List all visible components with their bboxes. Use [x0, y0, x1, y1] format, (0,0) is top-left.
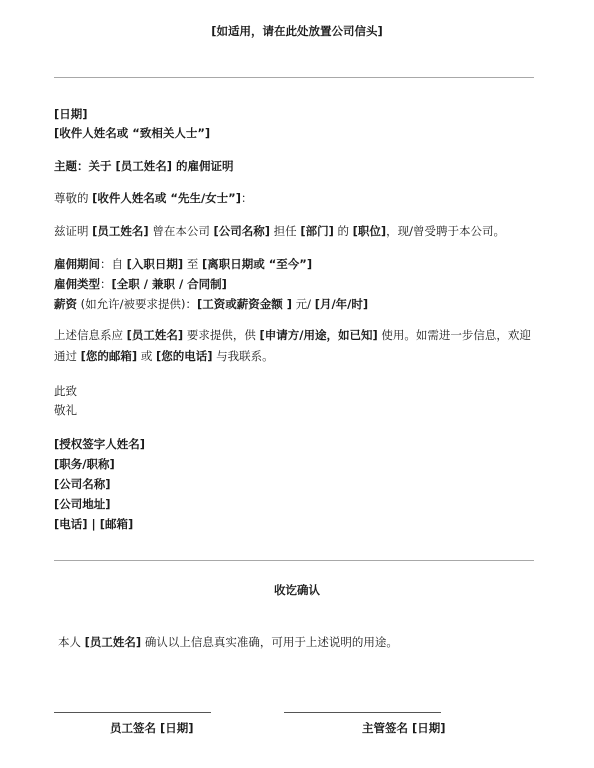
purpose-employee: [员工姓名] — [126, 328, 184, 342]
closing-line-2: 敬礼 — [54, 403, 77, 417]
supervisor-signature-label: 主管签名 [日期] — [362, 721, 446, 735]
letterhead-placeholder: [如适用，请在此处放置公司信头] — [211, 24, 383, 38]
greeting-suffix: ： — [241, 191, 253, 205]
salary-amount: [工资或薪资金额 ] — [197, 297, 293, 311]
purpose-text: 与我联系。 — [212, 349, 274, 363]
employment-type-line — [54, 276, 227, 292]
intro-paragraph — [54, 223, 505, 239]
intro-text: 曾在本公司 — [148, 224, 214, 238]
signatory-contact: [电话] | [邮箱] — [54, 517, 134, 531]
purpose-text: 上述信息系应 — [54, 328, 127, 342]
date-line: [日期] — [54, 107, 88, 121]
acknowledgement-body — [58, 634, 398, 650]
closing-line-1: 此致 — [54, 384, 77, 398]
greeting-prefix: 尊敬的 — [54, 191, 93, 205]
period-start: [入职日期] — [126, 257, 184, 271]
intro-company: [公司名称] — [213, 224, 270, 238]
signatory-company: [公司名称] — [54, 477, 111, 491]
purpose-phone: [您的电话] — [155, 349, 213, 363]
subject-line: 主题：关于 [员工姓名] 的雇佣证明 — [54, 159, 234, 173]
salary-unit: [月/年/时] — [314, 297, 369, 311]
period-text: 至 — [183, 257, 202, 271]
salary-line — [54, 296, 368, 312]
signatory-address: [公司地址] — [54, 497, 111, 511]
purpose-text: 或 — [137, 349, 156, 363]
header-divider — [54, 77, 534, 78]
acknowledgement-title: 收讫确认 — [274, 583, 320, 597]
type-value: [全职 / 兼职 / 合同制] — [111, 277, 227, 291]
salary-text: (如允许/被要求提供)： — [77, 297, 198, 311]
greeting-line — [54, 190, 253, 206]
purpose-text: 要求提供，供 — [183, 328, 260, 342]
acknowledgement-divider — [54, 560, 534, 561]
salary-text: 元/ — [292, 297, 315, 311]
period-label: 雇佣期间 — [54, 257, 100, 271]
ack-text: 本人 — [58, 635, 85, 649]
period-end: [离职日期或 “至今”] — [201, 257, 313, 271]
purpose-text: 使用。如需进一步信息，欢迎通过 — [54, 328, 531, 363]
employee-signature-label: 员工签名 [日期] — [110, 721, 194, 735]
intro-employee: [员工姓名] — [92, 224, 149, 238]
intro-text: ，现/曾受聘于本公司。 — [386, 224, 506, 238]
intro-text: 兹证明 — [54, 224, 93, 238]
type-label: 雇佣类型 — [54, 277, 100, 291]
employment-period-line — [54, 256, 312, 272]
purpose-email: [您的邮箱] — [80, 349, 138, 363]
supervisor-signature-line — [284, 712, 441, 713]
signatory-title: [职务/职称] — [54, 457, 115, 471]
purpose-use: [申请方/用途，如已知] — [259, 328, 378, 342]
purpose-paragraph — [54, 325, 532, 367]
type-text: ： — [100, 277, 112, 291]
intro-department: [部门] — [300, 224, 334, 238]
ack-text: 确认以上信息真实准确，可用于上述说明的用途。 — [141, 635, 398, 649]
ack-employee: [员工姓名] — [84, 635, 142, 649]
employee-signature-line — [54, 712, 211, 713]
greeting-name: [收件人姓名或 “先生/女士”] — [92, 191, 241, 205]
period-text: ：自 — [100, 257, 127, 271]
intro-text: 担任 — [270, 224, 301, 238]
signatory-name: [授权签字人姓名] — [54, 437, 146, 451]
recipient-line: [收件人姓名或 “致相关人士”] — [54, 126, 211, 140]
intro-text: 的 — [333, 224, 353, 238]
intro-position: [职位] — [352, 224, 387, 238]
salary-label: 薪资 — [54, 297, 77, 311]
